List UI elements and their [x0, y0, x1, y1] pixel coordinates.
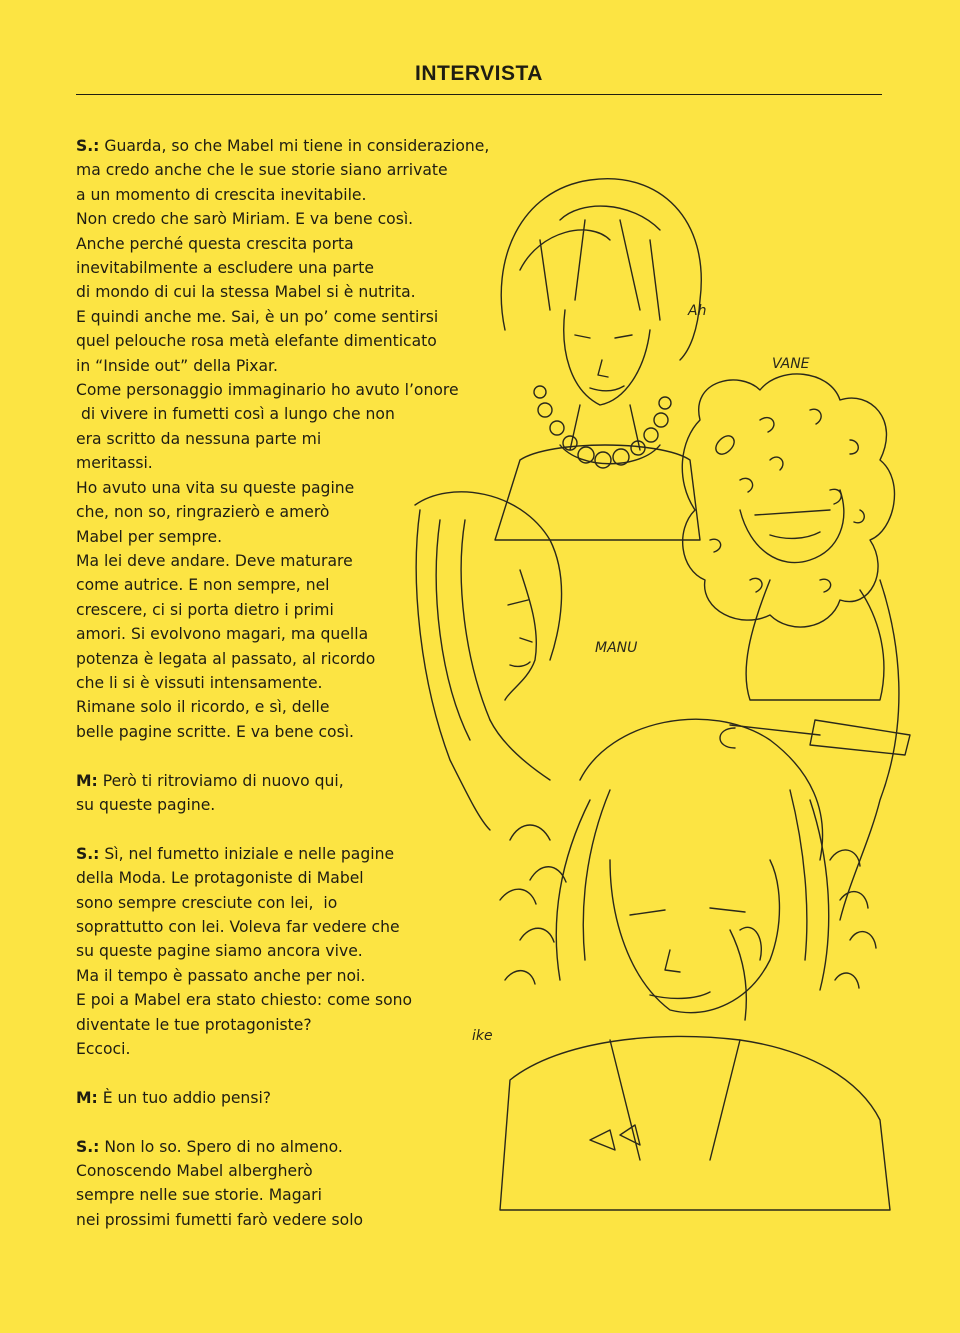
text-line: nei prossimi fumetti farò vedere solo [76, 1210, 364, 1229]
speaker-label: M: [76, 771, 98, 790]
line-text: È un tuo addio pensi? [102, 1088, 272, 1107]
sketch-boy-top [495, 179, 701, 540]
text-line: su queste pagine siamo ancora vive. [76, 942, 363, 961]
text-line: amori. Si evolvono magari, ma quella [76, 625, 369, 644]
character-sketch-illustration [410, 160, 920, 1220]
text-line: Non credo che sarò Miriam. E va bene così. [76, 210, 414, 229]
sketch-dreadlock-character [500, 719, 890, 1210]
sketch-curly-character [682, 374, 910, 920]
text-line: inevitabilmente a escludere una parte [76, 259, 374, 278]
text-line: Conoscendo Mabel albergherò [76, 1162, 313, 1180]
text-line: Ho avuto una vita su queste pagine [76, 478, 355, 497]
text-line: che, non so, ringrazierò e amerò [76, 503, 330, 522]
text-line: Ma lei deve andare. Deve maturare [76, 551, 353, 570]
page-header [76, 58, 882, 95]
line-text: Però ti ritroviamo di nuovo qui, [102, 771, 344, 790]
label-bottom: ike [472, 1028, 493, 1044]
label-right: VANE [772, 356, 810, 372]
speaker-label: S.: [76, 1137, 100, 1156]
text-line: Come personaggio immaginario ho avuto l’onore [76, 381, 459, 400]
speaker-label: M: [76, 1088, 98, 1107]
text-line: a un momento di crescita inevitabile. [76, 185, 367, 204]
text-line: ma credo anche che le sue storie siano arrivate [76, 161, 448, 180]
text-line: E poi a Mabel era stato chiesto: come sono [76, 991, 413, 1010]
text-line: della Moda. Le protagoniste di Mabel [76, 869, 364, 888]
line-text: Non lo so. Spero di no almeno. [104, 1137, 343, 1156]
text-line: soprattutto con lei. Voleva far vedere che [76, 917, 400, 936]
title-rule [76, 94, 882, 95]
text-line: che li si è vissuti intensamente. [76, 673, 323, 692]
text-line: come autrice. E non sempre, nel [76, 576, 330, 595]
text-line [76, 134, 516, 158]
speaker-label: S.: [76, 137, 100, 155]
sketch-girl-middle [415, 492, 562, 830]
text-line: in “Inside out” della Pixar. [76, 356, 278, 375]
text-line: potenza è legata al passato, al ricordo [76, 649, 376, 668]
text-line: Eccoci. [76, 1040, 131, 1058]
text-line: Rimane solo il ricordo, e sì, delle [76, 698, 330, 717]
text-line: Anche perché questa crescita porta [76, 234, 354, 253]
text-line: sempre nelle sue storie. Magari [76, 1186, 322, 1205]
line-text: Guarda, so che Mabel mi tiene in considerazione, [104, 137, 490, 155]
page-title: INTERVISTA [415, 62, 543, 85]
text-line: crescere, ci si porta dietro i primi [76, 600, 334, 619]
text-line: di vivere in fumetti così a lungo che non [76, 405, 395, 424]
label-top: Ah [688, 303, 707, 319]
text-line: di mondo di cui la stessa Mabel si è nutrita. [76, 283, 416, 302]
line-text: Sì, nel fumetto iniziale e nelle pagine [104, 844, 395, 863]
text-line: E quindi anche me. Sai, è un po’ come sentirsi [76, 307, 439, 326]
text-line: era scritto da nessuna parte mi [76, 429, 322, 448]
text-line: su queste pagine. [76, 795, 216, 814]
text-line: quel pelouche rosa metà elefante dimenticato [76, 332, 437, 351]
text-line: meritassi. [76, 454, 153, 473]
text-line: Mabel per sempre. [76, 527, 223, 546]
text-line: Ma il tempo è passato anche per noi. [76, 966, 366, 985]
speaker-label: S.: [76, 844, 100, 863]
text-line: belle pagine scritte. E va bene così. [76, 722, 355, 741]
label-middle: MANU [595, 640, 638, 656]
text-line: sono sempre cresciute con lei, io [76, 893, 338, 912]
text-line: diventate le tue protagoniste? [76, 1015, 312, 1034]
